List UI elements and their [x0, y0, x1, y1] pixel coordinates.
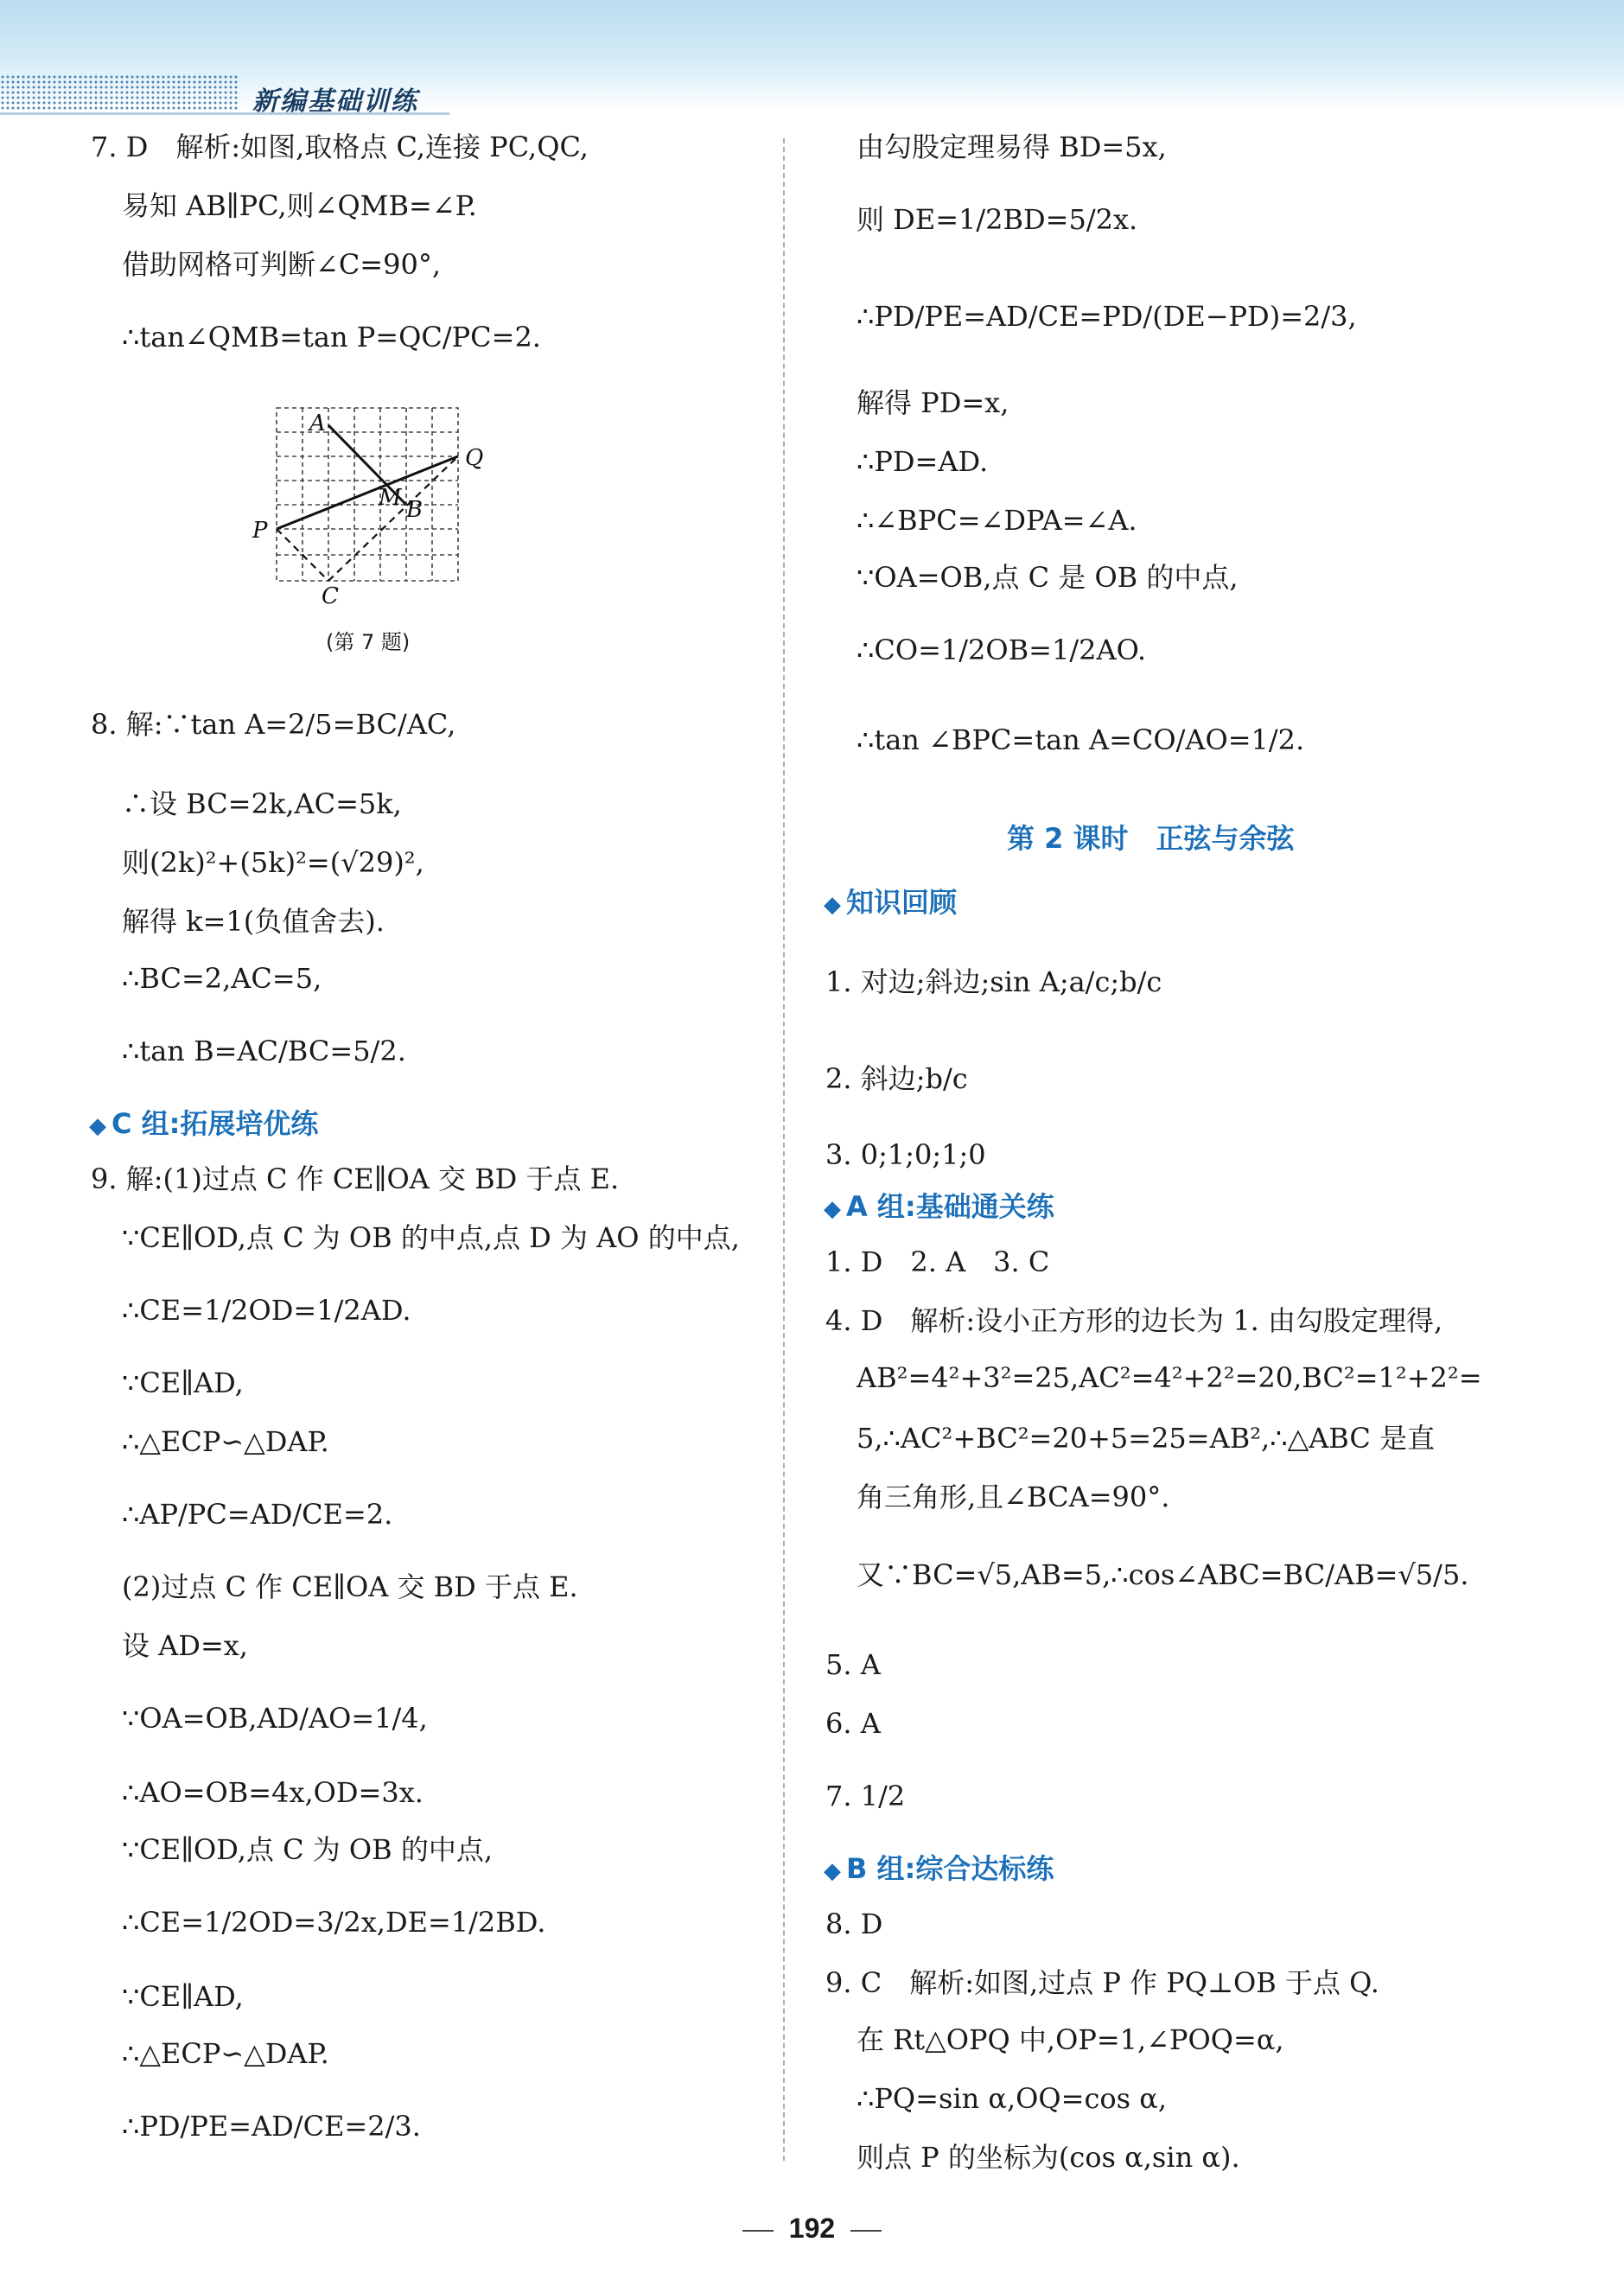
a-answer-4-line-2: AB²=4²+3²=25,AC²=4²+2²=20,BC²=1²+2²= — [857, 1361, 1482, 1394]
answer-8-line-3: 则(2k)²+(5k)²=(√29)², — [122, 846, 424, 879]
lesson-title: 第 2 课时 正弦与余弦 — [1007, 822, 1295, 855]
point-label-P: P — [252, 518, 268, 544]
a-answer-7: 7. 1/2 — [825, 1780, 906, 1812]
section-a-heading — [824, 1189, 1054, 1224]
section-b-heading — [824, 1851, 1054, 1886]
b-answer-8: 8. D — [825, 1908, 883, 1940]
figure-7-grid — [242, 398, 570, 605]
a-answer-5: 5. A — [825, 1648, 881, 1681]
solid-segments — [277, 425, 458, 529]
header-dot-pattern — [0, 74, 238, 111]
a-answer-4-line-5: 又∵BC=√5,AB=5,∴cos∠ABC=BC/AB=√5/5. — [857, 1558, 1469, 1591]
section-c-heading — [89, 1106, 318, 1141]
b-answer-9-line-2: 在 Rt△OPQ 中,OP=1,∠POQ=α, — [857, 2023, 1284, 2056]
page-number-dash-right — [850, 2230, 882, 2232]
answer-8-line-5: ∴BC=2,AC=5, — [122, 962, 322, 995]
right-line-5: ∴PD=AD. — [857, 445, 989, 478]
answer-9-line-3: ∴CE=1/2OD=1/2AD. — [122, 1294, 411, 1327]
answer-8-line-4: 解得 k=1(负值舍去). — [122, 905, 385, 938]
a-answers-1-3: 1. D 2. A 3. C — [825, 1245, 1050, 1278]
section-b-label: B 组:综合达标练 — [846, 1852, 1054, 1885]
answer-9-line-11: ∵CE∥OD,点 C 为 OB 的中点, — [122, 1833, 494, 1866]
answer-9-line-7: (2)过点 C 作 CE∥OA 交 BD 于点 E. — [122, 1570, 578, 1603]
answer-7-line-2: 易知 AB∥PC,则∠QMB=∠P. — [122, 189, 477, 222]
answer-8-line-6: ∴tan B=AC/BC=5/2. — [122, 1035, 406, 1067]
answer-9-line-1: 9. 解:(1)过点 C 作 CE∥OA 交 BD 于点 E. — [91, 1162, 620, 1195]
diamond-icon: ◆ — [824, 1196, 841, 1222]
right-line-1: 由勾股定理易得 BD=5x, — [857, 131, 1167, 163]
b-answer-9-line-4: 则点 P 的坐标为(cos α,sin α). — [857, 2141, 1240, 2174]
diamond-icon: ◆ — [89, 1113, 106, 1139]
b-answer-9-line-3: ∴PQ=sin α,OQ=cos α, — [857, 2082, 1167, 2115]
right-line-3: ∴PD/PE=AD/CE=PD/(DE−PD)=2/3, — [857, 300, 1357, 333]
answer-9-line-9: ∵OA=OB,AD/AO=1/4, — [122, 1702, 428, 1735]
answer-9-line-2: ∵CE∥OD,点 C 为 OB 的中点,点 D 为 AO 的中点, — [122, 1221, 740, 1254]
answer-7-line-1: 7. D 解析:如图,取格点 C,连接 PC,QC, — [91, 131, 589, 163]
right-line-7: ∵OA=OB,点 C 是 OB 的中点, — [857, 561, 1239, 594]
answer-7-line-3: 借助网格可判断∠C=90°, — [122, 248, 442, 281]
section-review-label: 知识回顾 — [846, 886, 958, 919]
header-title: 新编基础训练 — [252, 86, 418, 117]
header-rule — [0, 112, 449, 115]
answer-9-line-4: ∵CE∥AD, — [122, 1366, 244, 1399]
section-review-heading — [824, 885, 957, 920]
right-line-8: ∴CO=1/2OB=1/2AO. — [857, 634, 1147, 666]
a-answer-4-line-1: 4. D 解析:设小正方形的边长为 1. 由勾股定理得, — [825, 1304, 1443, 1337]
answer-7-line-4: ∴tan∠QMB=tan P=QC/PC=2. — [122, 321, 541, 354]
review-answer-1: 1. 对边;斜边;sin A;a/c;b/c — [825, 965, 1162, 998]
answer-9-line-13: ∵CE∥AD, — [122, 1980, 244, 2013]
figure-7-caption: (第 7 题) — [326, 630, 411, 654]
a-answer-6: 6. A — [825, 1707, 881, 1740]
answer-9-line-12: ∴CE=1/2OD=3/2x,DE=1/2BD. — [122, 1906, 546, 1939]
diamond-icon: ◆ — [824, 1858, 841, 1884]
segment-PQ — [277, 456, 458, 529]
page-number-dash-left — [742, 2230, 774, 2232]
answer-9-line-6: ∴AP/PC=AD/CE=2. — [122, 1498, 393, 1531]
right-line-4: 解得 PD=x, — [857, 386, 1009, 419]
point-label-B: B — [406, 497, 424, 523]
answer-9-line-15: ∴PD/PE=AD/CE=2/3. — [122, 2110, 421, 2143]
page-number — [0, 2213, 1624, 2245]
a-answer-4-line-3: 5,∴AC²+BC²=20+5=25=AB²,∴△ABC 是直 — [857, 1422, 1436, 1455]
point-label-Q: Q — [465, 445, 484, 471]
segment-QC — [328, 456, 458, 581]
right-line-2: 则 DE=1/2BD=5/2x. — [857, 203, 1138, 236]
right-line-6: ∴∠BPC=∠DPA=∠A. — [857, 504, 1137, 537]
a-answer-4-line-4: 角三角形,且∠BCA=90°. — [857, 1481, 1170, 1513]
answer-8-line-2: ∴设 BC=2k,AC=5k, — [122, 787, 402, 820]
diamond-icon: ◆ — [824, 892, 841, 918]
column-divider — [783, 138, 785, 2161]
point-label-C: C — [322, 583, 339, 605]
answer-8-line-1: 8. 解:∵tan A=2/5=BC/AC, — [91, 708, 456, 741]
answer-9-line-5: ∴△ECP∽△DAP. — [122, 1425, 329, 1458]
point-label-M: M — [379, 485, 402, 511]
page-header — [0, 0, 1624, 117]
review-answer-3: 3. 0;1;0;1;0 — [825, 1138, 986, 1171]
answer-9-line-10: ∴AO=OB=4x,OD=3x. — [122, 1776, 424, 1809]
answer-9-line-8: 设 AD=x, — [122, 1629, 248, 1662]
page-number-value: 192 — [788, 2213, 836, 2244]
answer-9-line-14: ∴△ECP∽△DAP. — [122, 2037, 329, 2070]
review-answer-2: 2. 斜边;b/c — [825, 1062, 968, 1095]
point-label-A: A — [309, 411, 326, 436]
right-line-9: ∴tan ∠BPC=tan A=CO/AO=1/2. — [857, 723, 1305, 756]
section-c-label: C 组:拓展培优练 — [111, 1107, 319, 1140]
section-a-label: A 组:基础通关练 — [846, 1190, 1054, 1223]
b-answer-9-line-1: 9. C 解析:如图,过点 P 作 PQ⊥OB 于点 Q. — [825, 1966, 1379, 1999]
